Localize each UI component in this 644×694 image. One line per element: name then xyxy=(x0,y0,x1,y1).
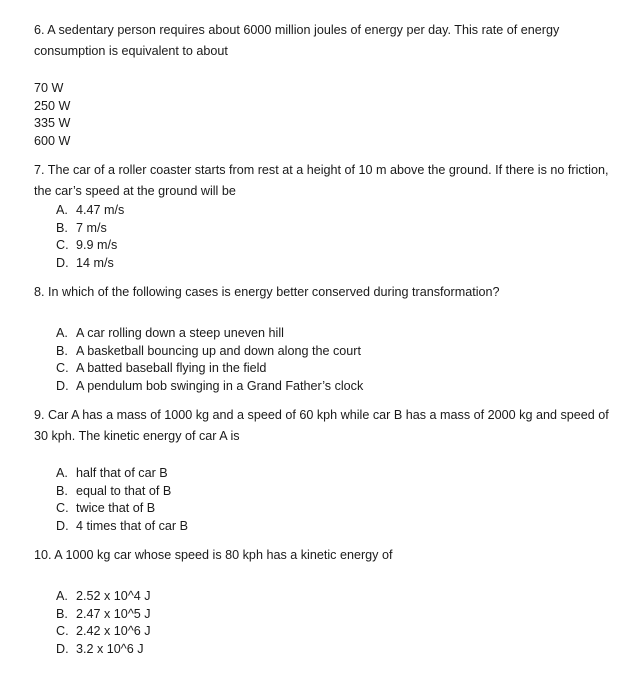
option: 250 W xyxy=(34,98,71,113)
question-10-text: 10. A 1000 kg car whose speed is 80 kph has a kinetic energy of xyxy=(34,548,393,562)
option: 600 W xyxy=(34,133,71,148)
option xyxy=(34,237,624,255)
option xyxy=(34,378,624,396)
option xyxy=(34,325,624,343)
option-text: 3.2 x 10^6 J xyxy=(76,641,144,656)
option-letter: B. xyxy=(56,606,68,621)
question-6-options xyxy=(34,80,624,150)
option-text: A pendulum bob swinging in a Grand Father’s clock xyxy=(76,378,364,393)
option-letter: C. xyxy=(56,238,69,252)
option xyxy=(34,360,624,378)
option-letter: C. xyxy=(56,361,69,375)
option-text: A car rolling down a steep uneven hill xyxy=(76,326,284,340)
option-letter: A. xyxy=(56,589,68,603)
option-letter: A. xyxy=(56,326,68,340)
option-letter: A. xyxy=(56,203,68,217)
option xyxy=(34,483,624,501)
question-7-text: 7. The car of a roller coaster starts from rest at a height of 10 m above the ground. If there is no friction, the car’s speed at the ground will be xyxy=(34,163,609,198)
option-letter: A. xyxy=(56,466,68,480)
document-page xyxy=(34,20,624,658)
option xyxy=(34,588,624,606)
option xyxy=(34,465,624,483)
option-text: equal to that of B xyxy=(76,483,172,498)
option xyxy=(34,623,624,641)
option xyxy=(34,343,624,361)
option xyxy=(34,255,624,273)
option-letter: C. xyxy=(56,624,69,638)
option-text: half that of car B xyxy=(76,466,168,480)
option-letter: D. xyxy=(56,378,69,393)
question-9-options xyxy=(34,465,624,535)
question-10-options xyxy=(34,588,624,658)
question-8-text: 8. In which of the following cases is energy better conserved during transformation? xyxy=(34,285,500,299)
option-text: twice that of B xyxy=(76,501,156,515)
option-letter: D. xyxy=(56,255,69,270)
question-9-text: 9. Car A has a mass of 1000 kg and a speed of 60 kph while car B has a mass of 2000 kg and speed of 30 kph. The kinetic energy of car A is xyxy=(34,408,609,443)
option-text: 7 m/s xyxy=(76,220,107,235)
option-letter: B. xyxy=(56,343,68,358)
option xyxy=(34,202,624,220)
option-text: 2.52 x 10^4 J xyxy=(76,589,151,603)
option xyxy=(34,641,624,659)
option xyxy=(34,606,624,624)
question-8-options xyxy=(34,325,624,395)
question-7-options xyxy=(34,202,624,272)
option-text: 4.47 m/s xyxy=(76,203,125,217)
option-text: A basketball bouncing up and down along the court xyxy=(76,343,361,358)
option-text: 2.42 x 10^6 J xyxy=(76,624,151,638)
option xyxy=(34,220,624,238)
question-6-text: 6. A sedentary person requires about 6000 million joules of energy per day. This rate of energy consumption is equivalent to about xyxy=(34,23,560,58)
option-text: 4 times that of car B xyxy=(76,518,188,533)
option: 335 W xyxy=(34,116,71,130)
option xyxy=(34,518,624,536)
option-text: 9.9 m/s xyxy=(76,238,118,252)
option-letter: B. xyxy=(56,483,68,498)
option-letter: D. xyxy=(56,641,69,656)
option-letter: D. xyxy=(56,518,69,533)
option-letter: C. xyxy=(56,501,69,515)
option-text: 2.47 x 10^5 J xyxy=(76,606,151,621)
option-text: 14 m/s xyxy=(76,255,114,270)
option xyxy=(34,500,624,518)
option: 70 W xyxy=(34,81,64,95)
option-text: A batted baseball flying in the field xyxy=(76,361,267,375)
option-letter: B. xyxy=(56,220,68,235)
